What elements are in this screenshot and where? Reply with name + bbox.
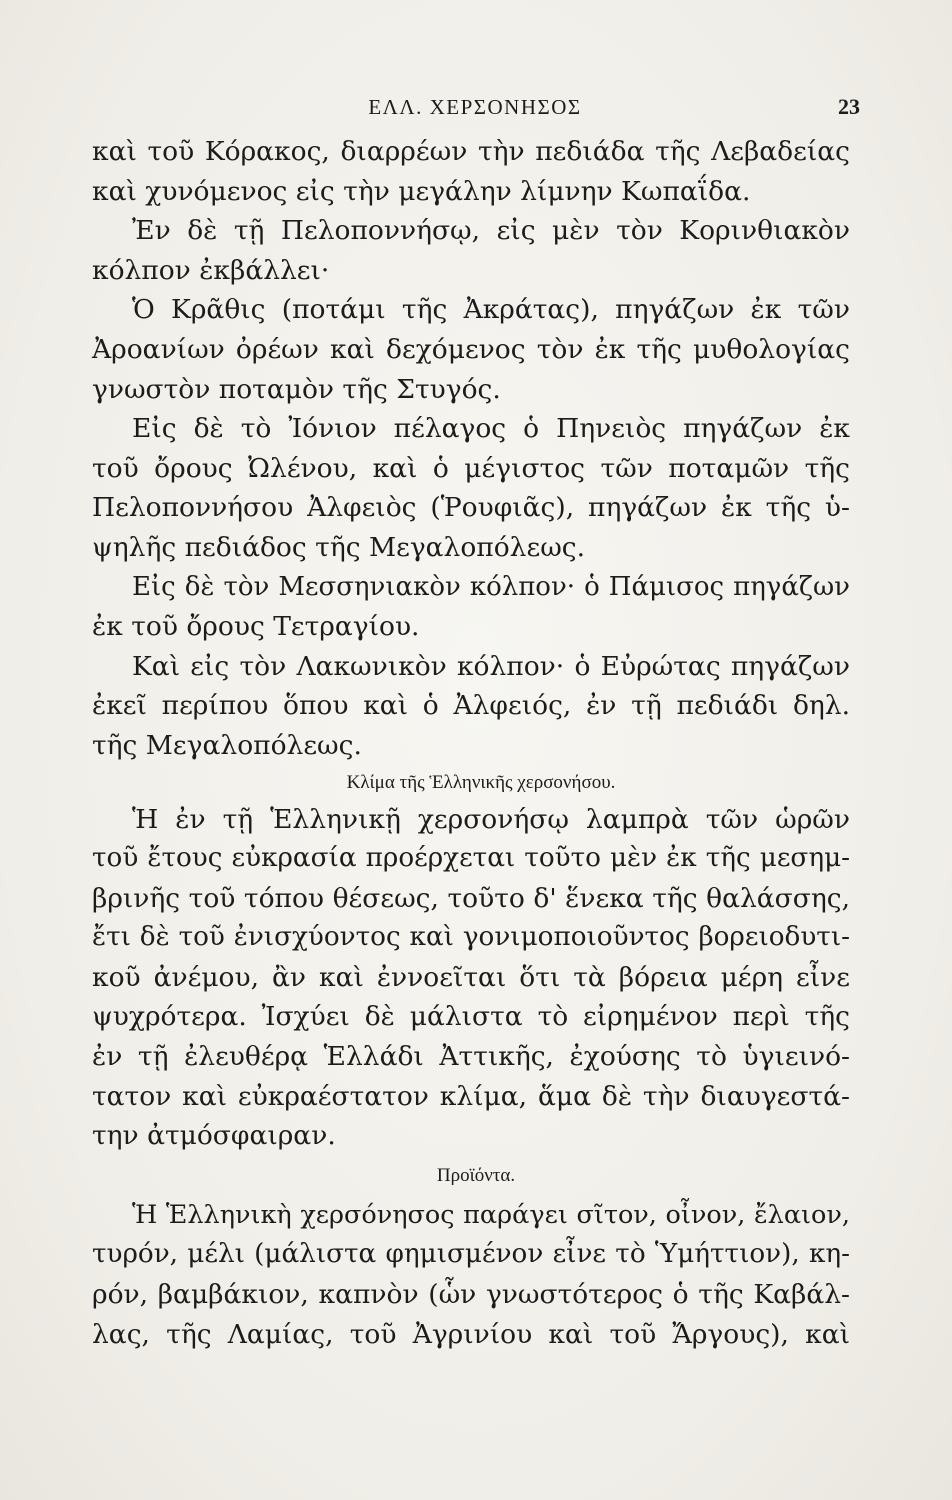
text-line: Εἰς δὲ τὸ Ἰόνιον πέλαγος ὁ Πηνειὸς πηγάζων ἐκ [132, 413, 850, 445]
text-line: τοῦ ἔτους εὐκρασία προέρχεται τοῦτο μὲν ἐκ τῆς μεσημ- [92, 843, 850, 874]
text-line: Ὁ Κρᾶθις (ποτάμι τῆς Ἀκράτας), πηγάζων ἐκ τῶν [132, 294, 850, 326]
running-title: ΕΛΛ. ΧΕΡΣΟΝΗΣΟΣ [368, 95, 582, 119]
text-line: Ἡ Ἑλληνικὴ χερσόνησος παράγει σῖτον, οἶνον, ἔλαιον, [132, 1199, 850, 1230]
text-line: Καὶ εἰς τὸν Λακωνικὸν κόλπον· ὁ Εὐρώτας πηγάζων [132, 650, 850, 682]
text-line: τυρόν, μέλι (μάλιστα φημισμένον εἶνε τὸ Ὑμήττιον), κη- [92, 1239, 850, 1270]
text-line: Πελοποννήσου Ἀλφειὸς (Ῥουφιᾶς), πηγάζων ἐκ τῆς ὑ- [92, 492, 850, 524]
products-heading: Προϊόντα. [436, 1164, 516, 1186]
climate-heading: Κλίμα τῆς Ἑλληνικῆς χερσονήσου. [346, 771, 616, 793]
text-line: Ἐν δὲ τῇ Πελοποννήσῳ, εἰς μὲν τὸν Κορινθιακὸν [132, 215, 850, 247]
text-line: κόλπον ἐκβάλλει· [92, 254, 330, 286]
rivers-section [92, 132, 850, 766]
body-text [92, 132, 850, 1354]
text-line: καὶ χυνόμενος εἰς τὴν μεγάλην λίμνην Κωπαΐδα. [92, 175, 751, 207]
text-line: Ἀροανίων ὀρέων καὶ δεχόμενος τὸν ἐκ τῆς μυθολογίας [92, 333, 850, 365]
text-line: λας, τῆς Λαμίας, τοῦ Ἀγρινίου καὶ τοῦ Ἄργους), καὶ [92, 1318, 850, 1350]
running-head [90, 92, 860, 122]
text-line: ἐκεῖ περίπου ὅπου καὶ ὁ Ἀλφειός, ἐν τῇ πεδιάδι δηλ. [92, 690, 850, 722]
text-line: ψυχρότερα. Ἰσχύει δὲ μάλιστα τὸ εἰρημένον περὶ τῆς [92, 1001, 850, 1033]
text-line: Ἡ ἐν τῇ Ἑλληνικῇ χερσονήσῳ λαμπρὰ τῶν ὡρῶν [132, 803, 850, 835]
text-line: καὶ τοῦ Κόρακος, διαρρέων τὴν πεδιάδα τῆς Λεβαδείας [92, 136, 850, 167]
text-line: ψηλῆς πεδιάδος τῆς Μεγαλοπόλεως. [92, 531, 586, 563]
text-line: βρινῆς τοῦ τόπου θέσεως, τοῦτο δ' ἕνεκα τῆς θαλάσσης, [92, 882, 850, 914]
text-line: ρόν, βαμβάκιον, καπνὸν (ὧν γνωστότερος ὁ τῆς Καβάλ- [92, 1279, 850, 1311]
climate-section [92, 800, 850, 1156]
text-line: τατον καὶ εὐκραέστατον κλίμα, ἅμα δὲ τὴν διαυγεστά- [92, 1080, 850, 1112]
text-line: Εἰς δὲ τὸν Μεσσηνιακὸν κόλπον· ὁ Πάμισος πηγάζων [132, 571, 850, 602]
text-line: την ἀτμόσφαιραν. [92, 1120, 336, 1152]
text-line: γνωστὸν ποταμὸν τῆς Στυγός. [92, 373, 501, 405]
text-line: ἔτι δὲ τοῦ ἐνισχύοντος καὶ γονιμοποιοῦντος βορειοδυτι- [92, 922, 850, 953]
page-number: 23 [838, 94, 860, 119]
text-line: ἐκ τοῦ ὄρους Τετραγίου. [92, 611, 420, 643]
text-line: τῆς Μεγαλοπόλεως. [92, 729, 362, 761]
text-line: ἐν τῇ ἐλευθέρᾳ Ἑλλάδι Ἀττικῆς, ἐχούσης τὸ ὑγιεινό- [92, 1041, 850, 1073]
products-section [92, 1196, 850, 1354]
text-line: τοῦ ὄρους Ὠλένου, καὶ ὁ μέγιστος τῶν ποταμῶν τῆς [92, 452, 850, 484]
text-line: κοῦ ἀνέμου, ἂν καὶ ἐννοεῖται ὅτι τὰ βόρεια μέρη εἶνε [92, 961, 850, 993]
